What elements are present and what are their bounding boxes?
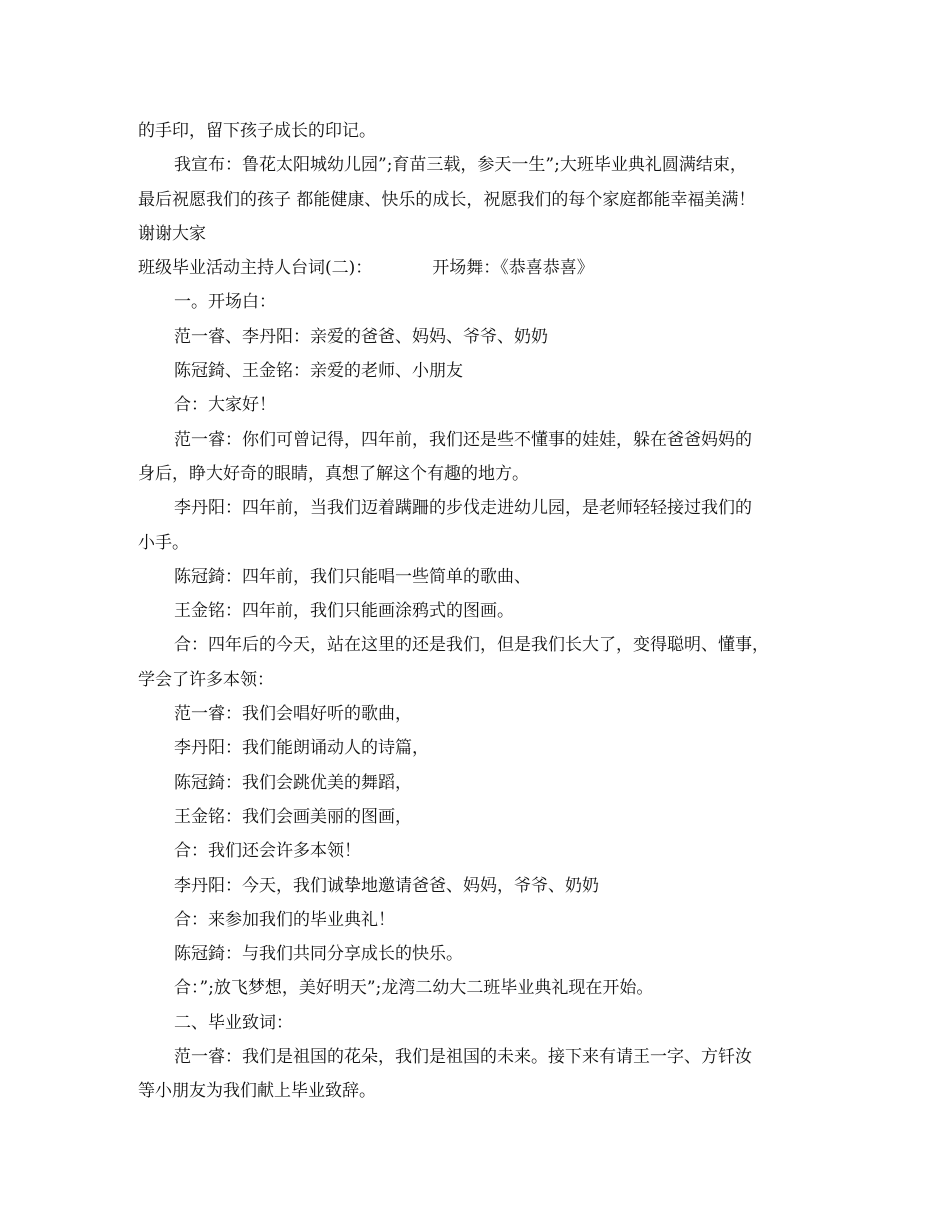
document-body <box>138 114 818 1109</box>
text-line: 范一睿：你们可曾记得，四年前，我们还是些不懂事的娃娃，躲在爸爸妈妈的 <box>174 429 752 450</box>
subsection-heading: 一。开场白： <box>174 292 276 313</box>
subsection-heading: 二、毕业致词： <box>174 1012 293 1033</box>
text-line: 合：”;放飞梦想，美好明天”;龙湾二幼大二班毕业典礼现在开始。 <box>174 978 654 999</box>
text-line: 李丹阳：今天，我们诚挚地邀请爸爸、妈妈，爷爷、奶奶 <box>174 875 599 896</box>
text-line: 等小朋友为我们献上毕业致辞。 <box>138 1081 376 1102</box>
text-line: 小手。 <box>138 532 189 553</box>
opening-dance-title: 开场舞：《恭喜恭喜》 <box>432 258 594 279</box>
text-line: 范一睿、李丹阳：亲爱的爸爸、妈妈、爷爷、奶奶 <box>174 326 548 347</box>
text-line: 身后，睁大好奇的眼睛，真想了解这个有趣的地方。 <box>138 463 529 484</box>
text-line: 范一睿：我们是祖国的花朵，我们是祖国的未来。接下来有请王一字、方钎汝 <box>174 1047 752 1068</box>
text-line: 合：来参加我们的毕业典礼！ <box>174 909 395 930</box>
text-line: 的手印，留下孩子成长的印记。 <box>138 121 376 141</box>
text-line: 谢谢大家 <box>138 223 206 244</box>
text-line: 李丹阳：四年前，当我们迈着蹒跚的步伐走进幼儿园，是老师轻轻接过我们的 <box>174 498 752 519</box>
text-line: 陈冠錡：四年前，我们只能唱一些简单的歌曲、 <box>174 566 531 587</box>
text-line: 学会了许多本领： <box>138 669 274 690</box>
text-line: 王金铭：四年前，我们只能画涂鸦式的图画。 <box>174 601 514 622</box>
text-line: 王金铭：我们会画美丽的图画， <box>174 806 412 827</box>
text-line: 最后祝愿我们的孩子 都能健康、快乐的成长，祝愿我们的每个家庭都能幸福美满！ <box>138 189 756 210</box>
text-line: 李丹阳：我们能朗诵动人的诗篇， <box>174 738 429 759</box>
text-line: 陈冠錡：与我们共同分享成长的快乐。 <box>174 944 463 965</box>
section-title: 班级毕业活动主持人台词(二)： <box>138 258 373 279</box>
text-line: 合：四年后的今天，站在这里的还是我们，但是我们长大了，变得聪明、懂事， <box>174 635 769 656</box>
text-line: 合：我们还会许多本领！ <box>174 841 361 862</box>
text-line: 陈冠錡、王金铭：亲爱的老师、小朋友 <box>174 361 463 382</box>
text-line: 我宣布：鲁花太阳城幼儿园”;育苗三载，参天一生”;大班毕业典礼圆满结束， <box>174 155 747 176</box>
text-line: 陈冠錡：我们会跳优美的舞蹈， <box>174 772 412 793</box>
text-line: 合：大家好！ <box>174 395 276 416</box>
section-heading <box>138 251 818 285</box>
text-line: 范一睿：我们会唱好听的歌曲， <box>174 704 412 725</box>
